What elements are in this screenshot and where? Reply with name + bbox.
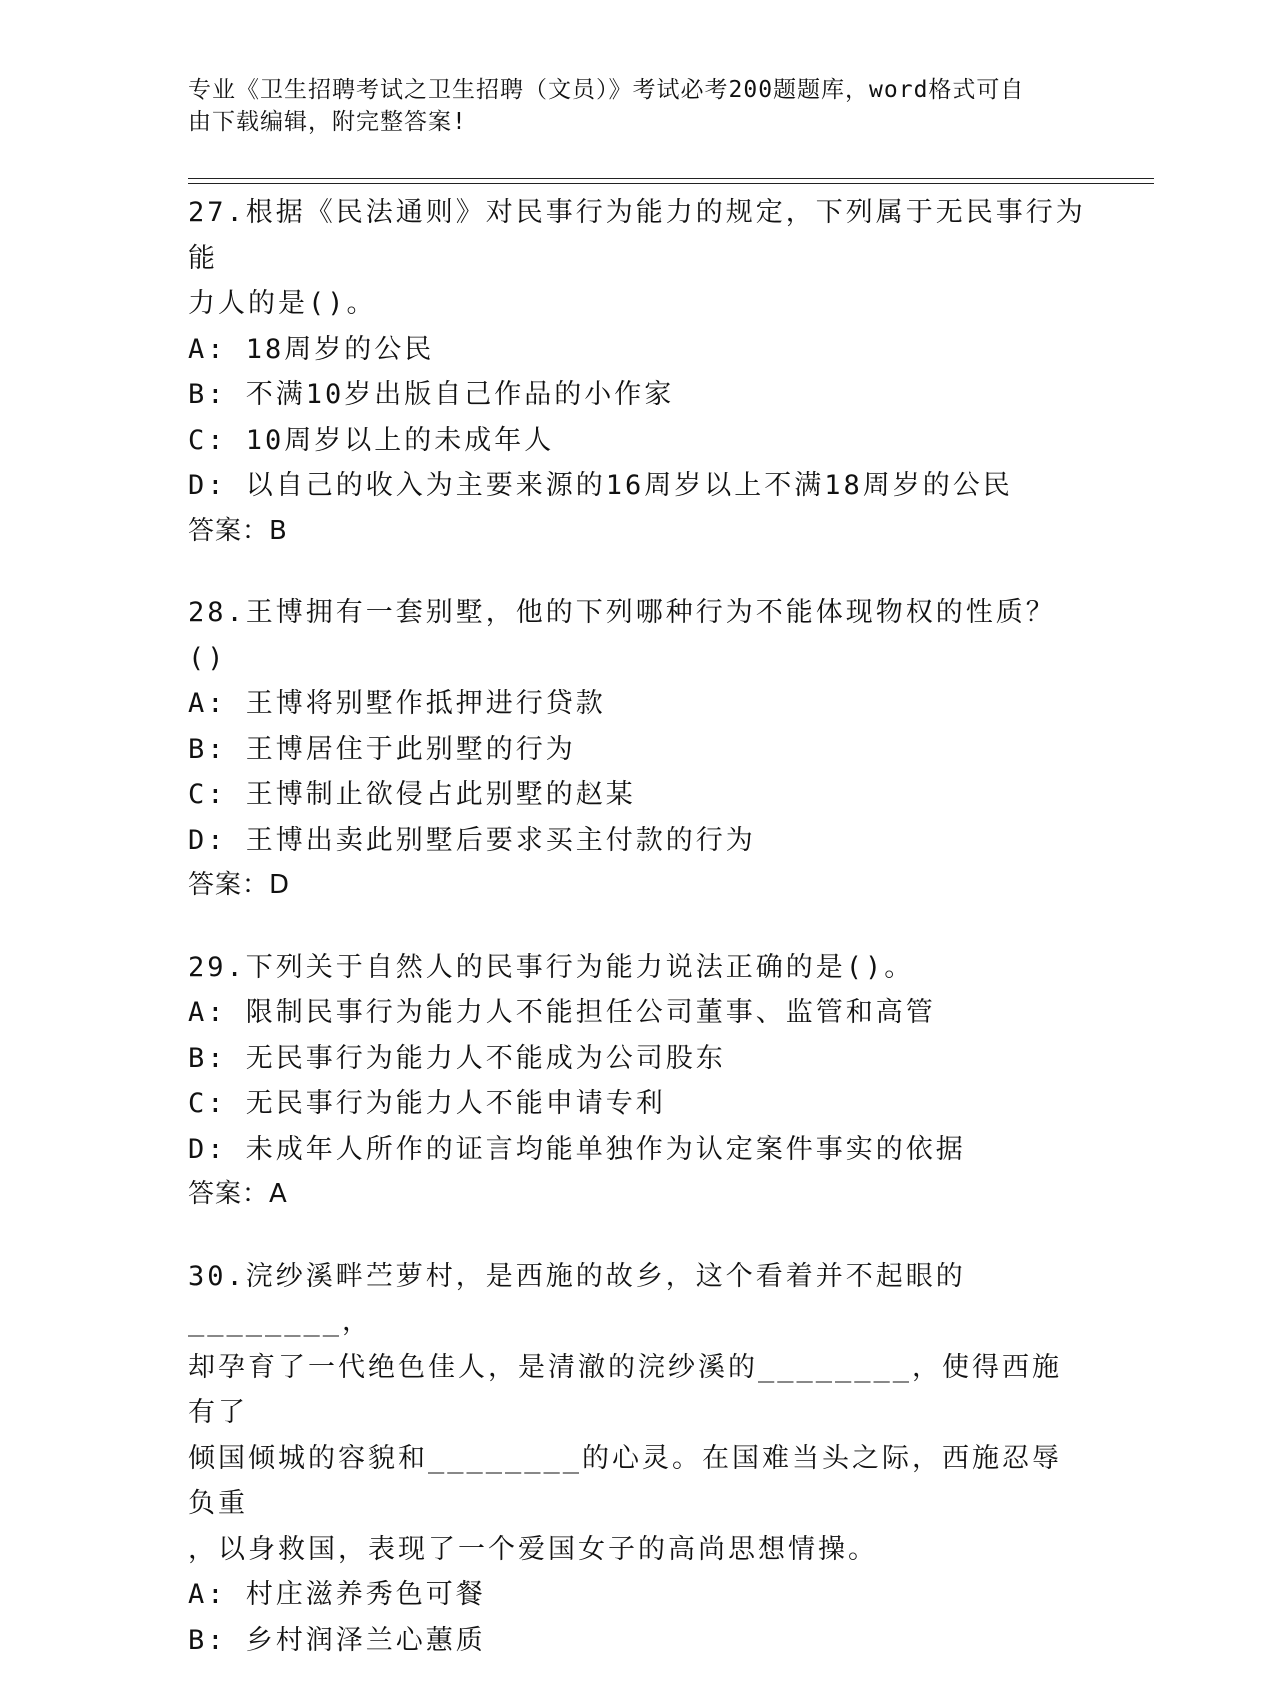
question-28 [188,590,1088,909]
question-stem: 30.浣纱溪畔苎萝村，是西施的故乡，这个看着并不起眼的________， [188,1260,966,1337]
question-27 [188,190,1088,554]
question-stem: 倾国倾城的容貌和________的心灵。在国难当头之际，西施忍辱负重 [188,1442,1063,1519]
option-a: A: 王博将别墅作抵押进行贷款 [188,688,606,719]
question-list [188,190,1088,1699]
question-stem: 力人的是()。 [188,288,377,319]
question-stem: 28.王博拥有一套别墅，他的下列哪种行为不能体现物权的性质？() [188,597,1056,674]
question-stem: 却孕育了一代绝色佳人，是清澈的浣纱溪的________，使得西施有了 [188,1351,1063,1428]
question-stem: ，以身救国，表现了一个爱国女子的高尚思想情操。 [188,1533,878,1565]
option-c: C: 无民事行为能力人不能申请专利 [188,1088,666,1119]
option-b: B: 乡村润泽兰心蕙质 [188,1624,486,1656]
header-line: 专业《卫生招聘考试之卫生招聘（文员）》考试必考200题题库，word格式可自 [188,77,1025,103]
option-b: B: 不满10岁出版自己作品的小作家 [188,379,675,410]
option-d: D: 以自己的收入为主要来源的16周岁以上不满18周岁的公民 [188,470,1013,501]
option-d: D: 王博出卖此别墅后要求买主付款的行为 [188,824,756,856]
option-a: A: 村庄滋养秀色可餐 [188,1579,486,1610]
question-29 [188,945,1088,1218]
header-divider [188,178,1154,184]
question-stem: 29.下列关于自然人的民事行为能力说法正确的是()。 [188,951,915,983]
question-30 [188,1254,1088,1664]
option-b: B: 王博居住于此别墅的行为 [188,733,576,765]
question-stem: 27.根据《民法通则》对民事行为能力的规定，下列属于无民事行为能 [188,197,1086,274]
answer-label: 答案：D [188,870,291,900]
header-line: 由下载编辑，附完整答案! [188,109,467,135]
option-b: B: 无民事行为能力人不能成为公司股东 [188,1042,726,1074]
option-d: D: 未成年人所作的证言均能单独作为认定案件事实的依据 [188,1133,966,1165]
answer-label: 答案：A [188,1179,288,1209]
option-c: C: 王博制止欲侵占此别墅的赵某 [188,779,636,810]
option-a: A: 18周岁的公民 [188,333,435,365]
option-c: C: 10周岁以上的未成年人 [188,424,555,456]
option-a: A: 限制民事行为能力人不能担任公司董事、监管和高管 [188,997,936,1028]
answer-label: 答案：B [188,515,288,546]
document-header [188,74,1068,138]
